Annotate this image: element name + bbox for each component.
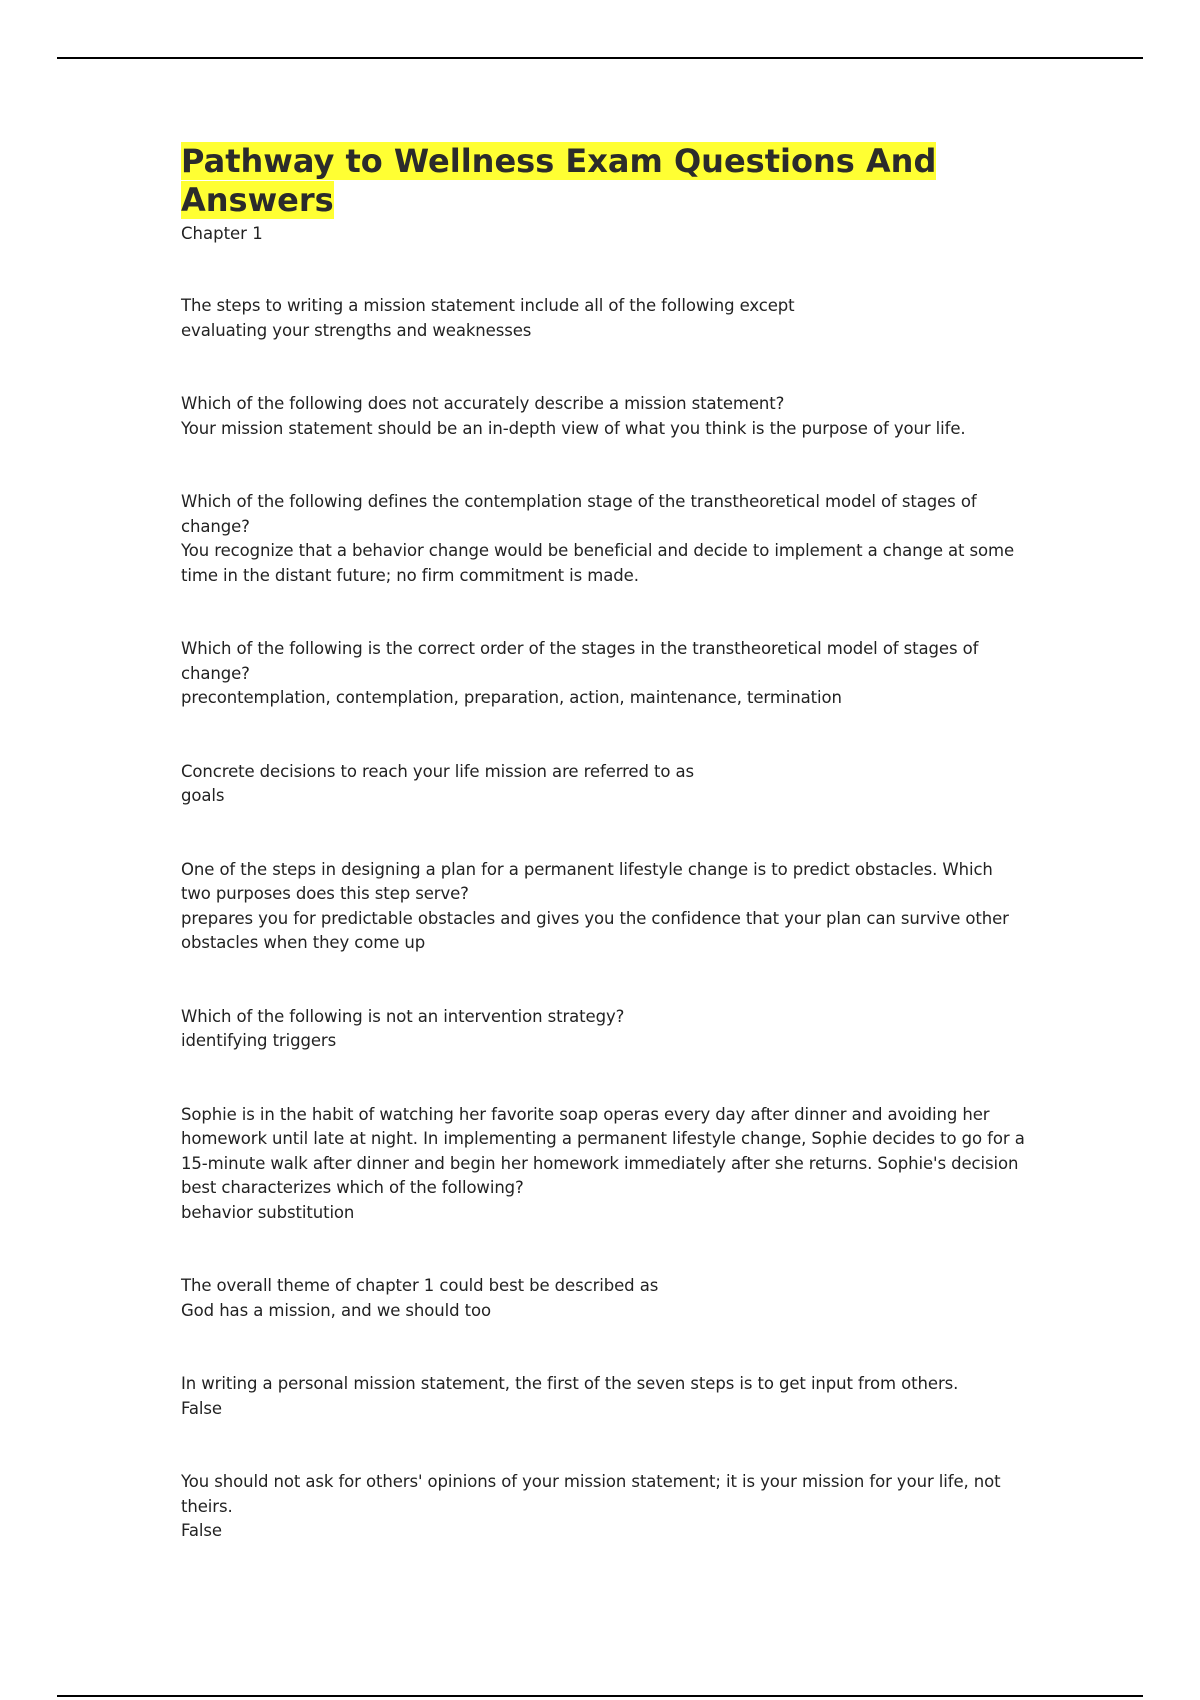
title-highlight: Pathway to Wellness Exam Questions And Answers bbox=[181, 142, 937, 219]
qa-item bbox=[181, 1005, 1026, 1054]
qa-item bbox=[181, 1372, 1026, 1421]
question-text: Which of the following is not an intervention strategy? bbox=[181, 1006, 625, 1026]
answer-text: False bbox=[181, 1521, 222, 1540]
answer-text: evaluating your strengths and weaknesses bbox=[181, 320, 532, 340]
answer-text: prepares you for predictable obstacles and gives you the confidence that your plan can survive other obstacles when they come up bbox=[181, 908, 1009, 952]
qa-item bbox=[181, 760, 1026, 809]
header-rule bbox=[57, 57, 1143, 59]
qa-item bbox=[181, 1103, 1026, 1226]
question-text: Concrete decisions to reach your life mission are referred to as bbox=[181, 761, 695, 781]
question-text: In writing a personal mission statement, the first of the seven steps is to get input from others. bbox=[181, 1374, 959, 1393]
answer-text: False bbox=[181, 1398, 222, 1418]
chapter-label: Chapter 1 bbox=[181, 224, 263, 243]
footer-rule bbox=[57, 1695, 1143, 1697]
qa-item bbox=[181, 858, 1026, 956]
answer-text: identifying triggers bbox=[181, 1031, 337, 1050]
answer-text: You recognize that a behavior change would be beneficial and decide to implement a change at some time in the distant future; no firm commitment is made. bbox=[181, 541, 1015, 585]
question-text: Sophie is in the habit of watching her favorite soap operas every day after dinner and avoiding her homework until late at night. In implementing a permanent lifestyle change, Sophie decides to go for a 15-minute walk after dinner and begin her homework immediately after she returns. Sophie's decision best characterizes which of the following? bbox=[181, 1104, 1025, 1197]
qa-item bbox=[181, 392, 1026, 441]
answer-text: God has a mission, and we should too bbox=[181, 1300, 491, 1320]
question-text: Which of the following defines the contemplation stage of the transtheoretical model of stages of change? bbox=[181, 492, 977, 536]
answer-text: precontemplation, contemplation, preparation, action, maintenance, termination bbox=[181, 688, 842, 707]
question-text: The steps to writing a mission statement include all of the following except bbox=[181, 296, 795, 315]
answer-text: Your mission statement should be an in-depth view of what you think is the purpose of your life. bbox=[181, 418, 966, 438]
question-text: The overall theme of chapter 1 could best be described as bbox=[181, 1276, 659, 1295]
question-text: You should not ask for others' opinions of your mission statement; it is your mission for your life, not theirs. bbox=[181, 1472, 1001, 1516]
qa-item bbox=[181, 294, 1026, 343]
answer-text: goals bbox=[181, 786, 225, 805]
question-text: Which of the following does not accurately describe a mission statement? bbox=[181, 394, 785, 413]
document-body bbox=[181, 142, 1026, 1593]
qa-item bbox=[181, 637, 1026, 711]
question-text: One of the steps in designing a plan for a permanent lifestyle change is to predict obstacles. Which two purposes does this step serve? bbox=[181, 859, 993, 903]
document-title bbox=[181, 142, 1026, 220]
qa-item bbox=[181, 1274, 1026, 1323]
qa-item bbox=[181, 490, 1026, 588]
qa-list bbox=[181, 294, 1026, 1544]
qa-item bbox=[181, 1470, 1026, 1544]
question-text: Which of the following is the correct order of the stages in the transtheoretical model of stages of change? bbox=[181, 639, 979, 683]
answer-text: behavior substitution bbox=[181, 1202, 355, 1222]
